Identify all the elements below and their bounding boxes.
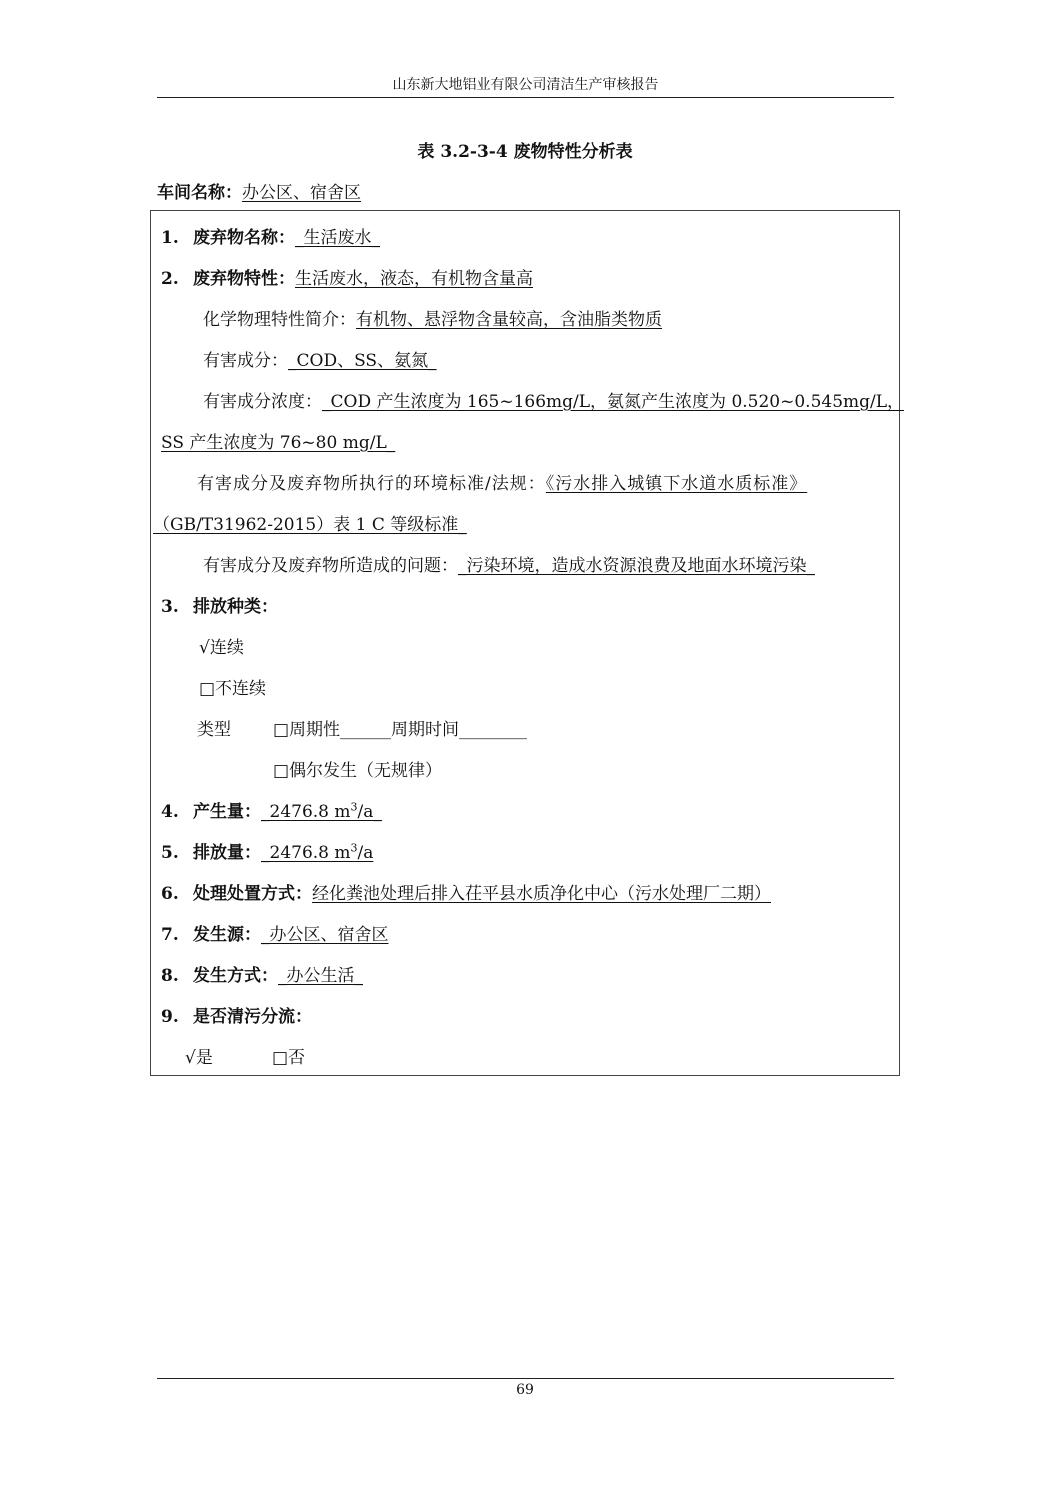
std-value-2: （GB/T31962-2015）表 1 C 等级标准_ [153, 515, 467, 535]
item-value: _办公生活_ [278, 966, 363, 986]
item-value: 经化粪池处理后排入茌平县水质净化中心（污水处理厂二期） [312, 884, 771, 904]
item-number: 2. [161, 269, 179, 289]
item-value: _生活废水_ [295, 228, 380, 248]
conc-value: _COD 产生浓度为 165~166mg/L，氨氮产生浓度为 0.520~0.545mg/L， [322, 392, 905, 412]
environment-standard-cont [153, 510, 467, 535]
harmful-components [203, 346, 437, 371]
item-5 [161, 838, 373, 863]
item-7 [161, 920, 389, 945]
item-label: 排放量： [193, 843, 261, 863]
amount-value: _2476.8 m [261, 802, 351, 822]
harm-value: _COD、SS、氨氮_ [288, 351, 437, 371]
caused-problems [203, 551, 815, 576]
item-label: 排放种类： [193, 597, 278, 617]
harmful-concentration-cont [161, 428, 395, 453]
item-number: 9. [161, 1007, 179, 1027]
item-value: 生活废水，液态，有机物含量高 [295, 269, 533, 289]
item-number: 1. [161, 228, 179, 248]
item-label: 废弃物特性： [193, 269, 295, 289]
harmful-concentration [203, 387, 904, 412]
item-9 [161, 1002, 312, 1027]
item-2 [161, 264, 533, 289]
item-label: 发生源： [193, 925, 261, 945]
chem-value: 有机物、悬浮物含量较高，含油脂类物质 [356, 310, 662, 330]
amount-value: _2476.8 m [261, 843, 351, 863]
chem-properties [203, 305, 662, 330]
option-continuous: √连续 [199, 638, 244, 658]
conc-label: 有害成分浓度： [203, 392, 322, 412]
type-line [197, 715, 527, 740]
chem-label: 化学物理特性简介： [203, 310, 356, 330]
environment-standard [197, 469, 807, 494]
item-label: 发生方式： [193, 966, 278, 986]
amount-unit: /a [357, 843, 374, 863]
footer-rule [157, 1378, 894, 1379]
page-number: 69 [516, 1382, 534, 1398]
conc-value-2: SS 产生浓度为 76~80 mg/L_ [161, 433, 396, 453]
item-number: 4. [161, 802, 179, 822]
workshop-label: 车间名称： [157, 183, 242, 203]
std-value: 《污水排入城镇下水道水质标准》 [545, 474, 808, 494]
item-1 [161, 223, 380, 248]
option-no: □否 [272, 1048, 306, 1068]
problem-value: _污染环境，造成水资源浪费及地面水环境污染_ [458, 556, 815, 576]
waste-analysis-box [150, 210, 905, 1076]
item-label: 处理处置方式： [193, 884, 312, 904]
harm-label: 有害成分： [203, 351, 288, 371]
item-label: 是否清污分流： [193, 1007, 312, 1027]
item-value [261, 843, 373, 863]
table-title: 表 3.2-3-4 废物特性分析表 [417, 142, 633, 162]
item-3 [161, 592, 278, 617]
item-number: 3. [161, 597, 179, 617]
item-4 [161, 797, 382, 822]
item-label: 产生量： [193, 802, 261, 822]
item-8 [161, 961, 363, 986]
option-periodic: □周期性______周期时间________ [273, 720, 528, 740]
type-label: 类型 [197, 720, 231, 740]
problem-label: 有害成分及废弃物所造成的问题： [203, 556, 458, 576]
item-number: 5. [161, 843, 179, 863]
item-6 [161, 879, 771, 904]
item-number: 7. [161, 925, 179, 945]
option-yes: √是 [185, 1048, 213, 1068]
report-header: 山东新大地铝业有限公司清洁生产审核报告 [392, 77, 659, 93]
option-discontinuous: □不连续 [199, 679, 267, 699]
option-occasional: □偶尔发生（无规律） [273, 761, 443, 781]
workshop-value: 办公区、宿舍区 [242, 183, 361, 203]
workshop-line [157, 178, 361, 203]
item-number: 6. [161, 884, 179, 904]
amount-unit: /a_ [357, 802, 382, 822]
item-value: _办公区、宿舍区 [261, 925, 389, 945]
std-label: 有害成分及废弃物所执行的环境标准/法规： [197, 474, 546, 494]
amount-superscript: 3 [350, 841, 358, 855]
amount-superscript: 3 [350, 800, 358, 814]
item-label: 废弃物名称： [193, 228, 295, 248]
item-value [261, 802, 382, 822]
header-rule [157, 97, 894, 98]
item-number: 8. [161, 966, 179, 986]
